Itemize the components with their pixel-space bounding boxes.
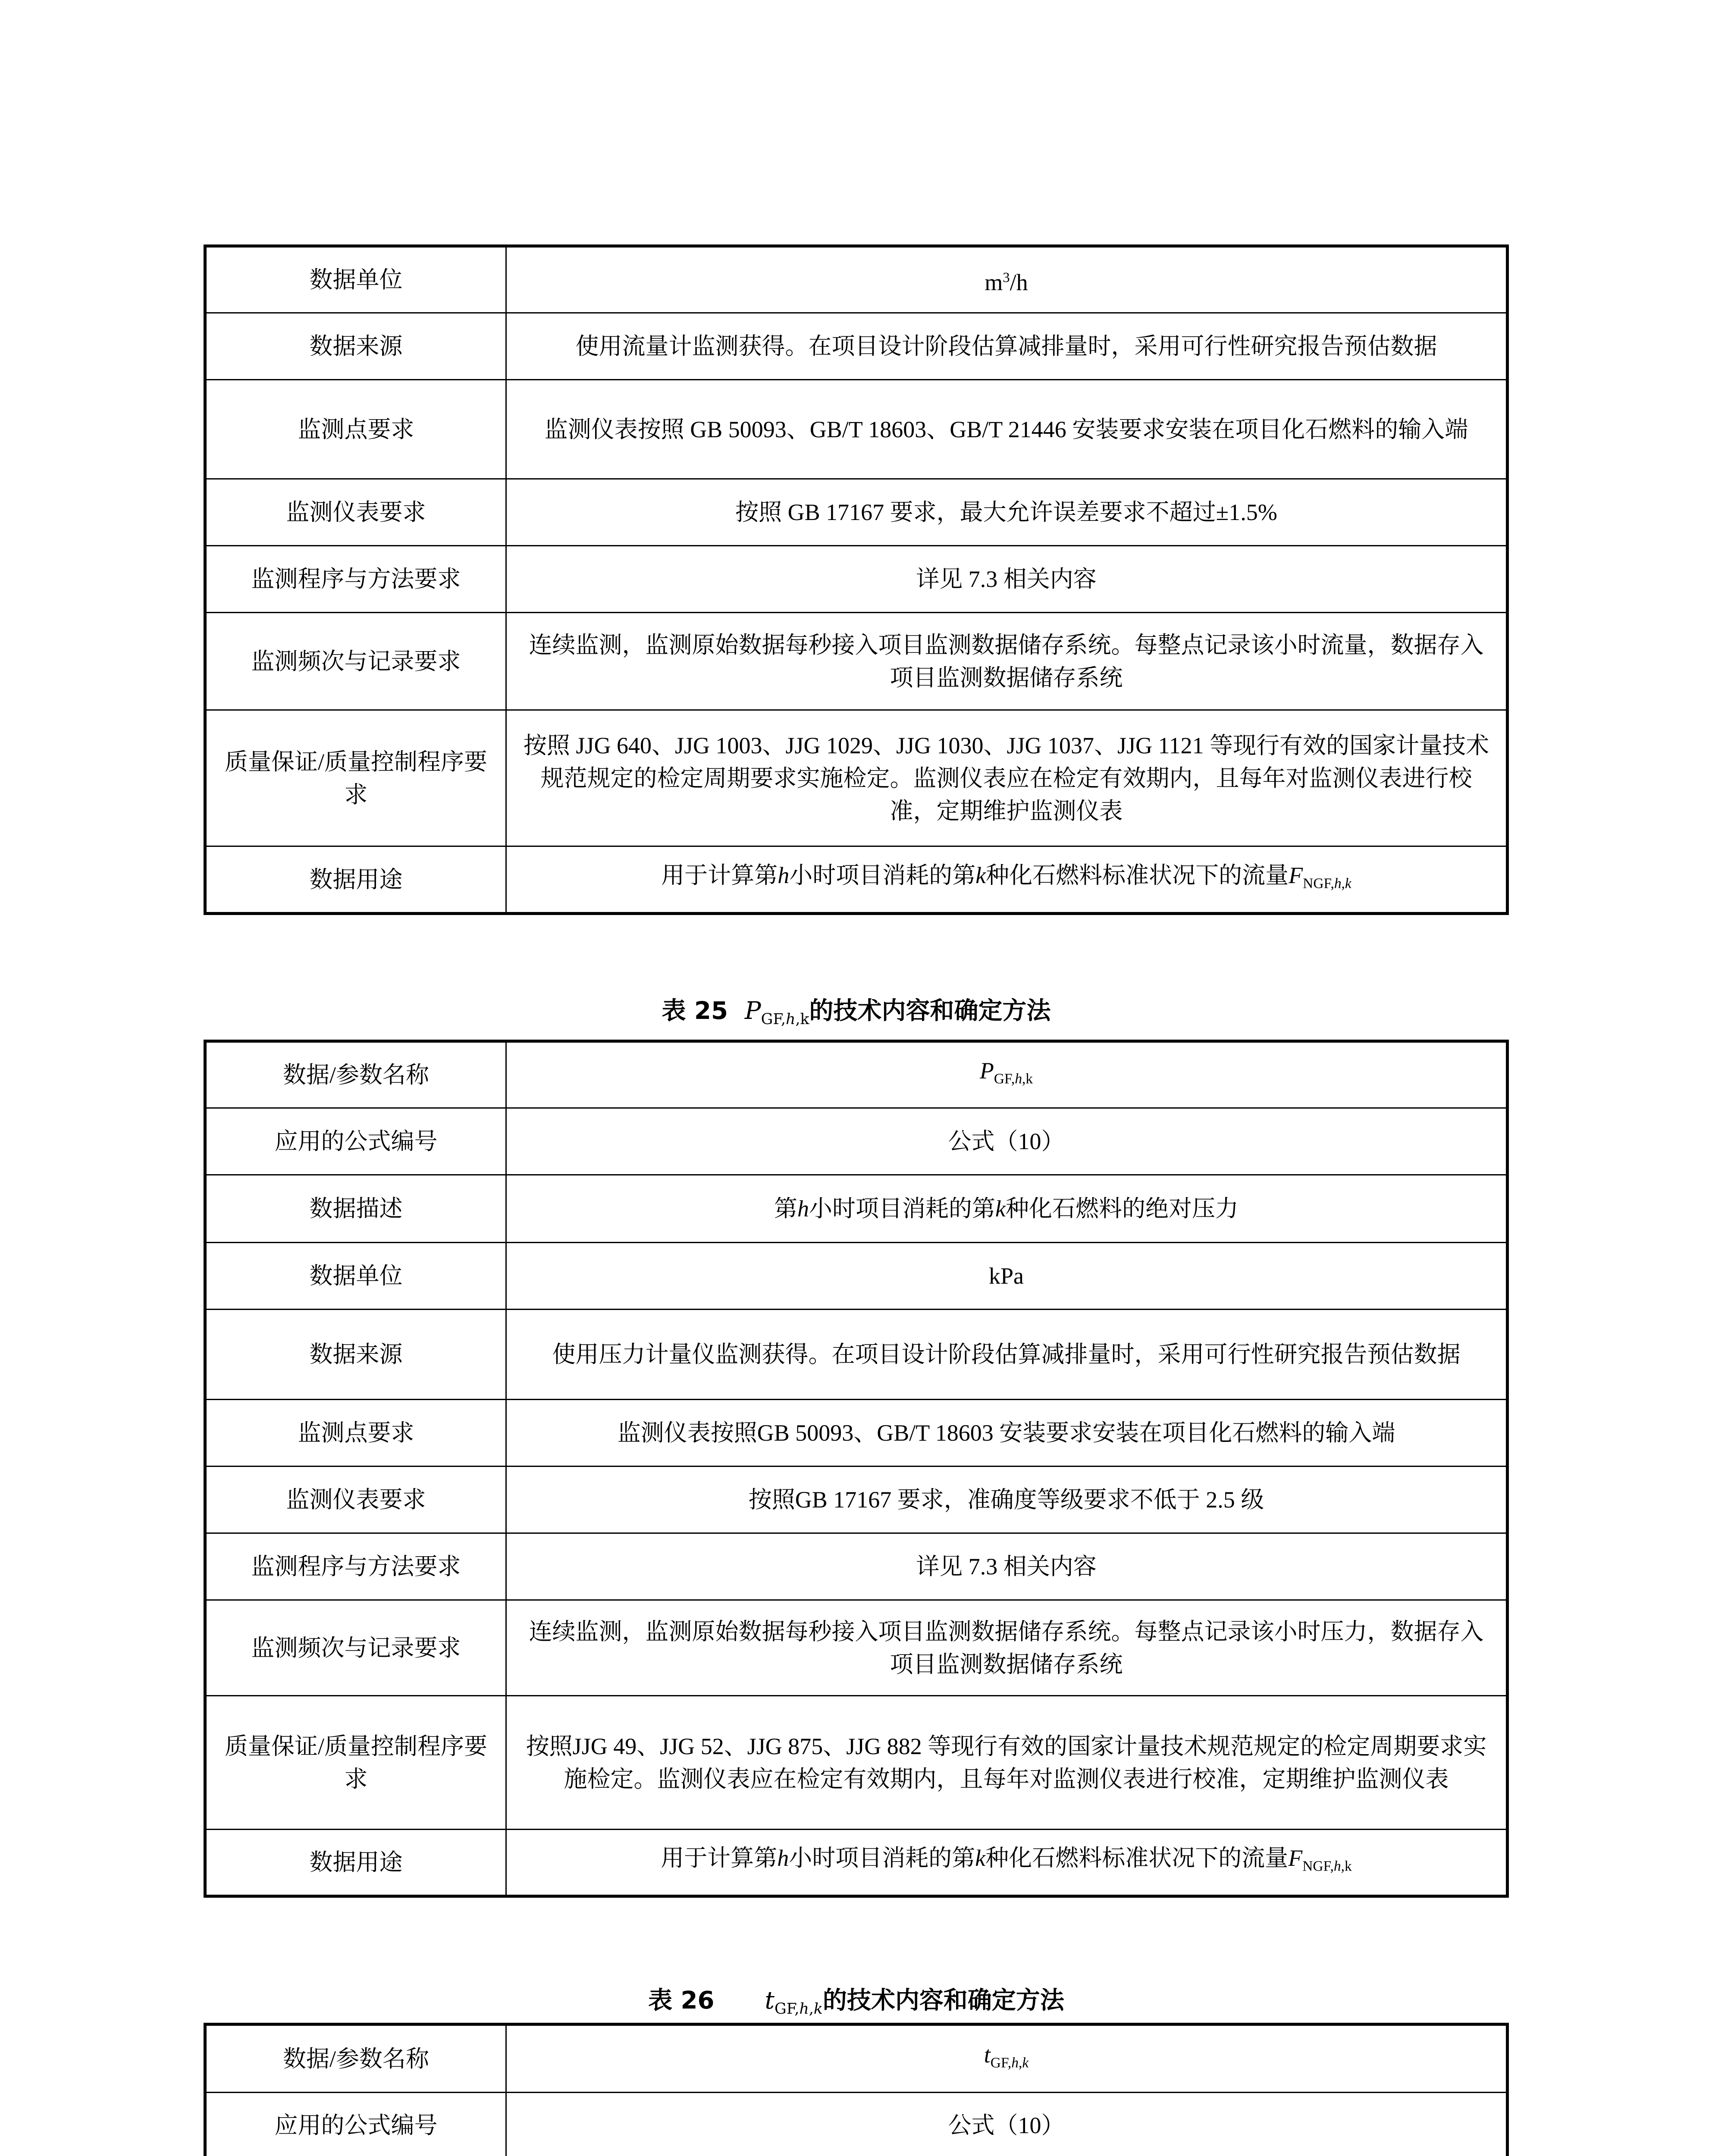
subscript-h: h — [1015, 1071, 1022, 1087]
row-value: 连续监测，监测原始数据每秒接入项目监测数据储存系统。每整点记录该小时流量，数据存入项目监测数据储存系统 — [506, 613, 1508, 710]
row-label: 监测频次与记录要求 — [205, 613, 506, 710]
unit-base: m — [985, 269, 1003, 295]
table-row — [205, 1041, 1508, 1108]
subscript: GF, — [994, 1071, 1015, 1087]
table-row — [205, 479, 1508, 546]
text: 用于计算第 — [661, 1845, 778, 1871]
table-row — [205, 1600, 1508, 1696]
var-h: h — [777, 1845, 789, 1871]
table-row — [205, 546, 1508, 613]
symbol-F: F — [1289, 862, 1303, 888]
subscript-rest: ,k — [1341, 1858, 1352, 1874]
table-row — [205, 2024, 1508, 2093]
row-label: 数据用途 — [205, 846, 506, 914]
row-label: 数据描述 — [205, 1175, 506, 1243]
table-row — [205, 846, 1508, 914]
text: 种化石燃料的绝对压力 — [1005, 1196, 1239, 1222]
row-value: 公式（10） — [506, 1108, 1508, 1175]
table-row — [205, 2093, 1508, 2156]
row-label: 监测点要求 — [205, 1400, 506, 1467]
subscript: GF, — [990, 2055, 1012, 2071]
text: 小时项目消耗的第 — [789, 1845, 975, 1871]
row-value — [506, 846, 1508, 914]
caption-prefix: 表 26 — [648, 1987, 715, 2015]
table-row — [205, 1830, 1508, 1896]
table-row — [205, 710, 1508, 846]
text: 种化石燃料标准状况下的流量 — [986, 862, 1289, 888]
table-row — [205, 613, 1508, 710]
caption-subscript-h: h — [799, 2000, 809, 2018]
var-k: k — [995, 1196, 1006, 1222]
row-value: 按照 GB 17167 要求，最大允许误差要求不超过±1.5% — [506, 479, 1508, 546]
row-value: 连续监测，监测原始数据每秒接入项目监测数据储存系统。每整点记录该小时压力，数据存入项目监测数据储存系统 — [506, 1600, 1508, 1696]
table-26-caption — [204, 1984, 1509, 2026]
row-label: 数据/参数名称 — [205, 2024, 506, 2093]
table-row — [205, 1533, 1508, 1600]
var-k: k — [975, 862, 986, 888]
table-26 — [204, 2023, 1509, 2156]
table-25 — [204, 1040, 1509, 1898]
table-row — [205, 313, 1508, 380]
caption-symbol: P — [744, 997, 761, 1025]
row-value: 公式（10） — [506, 2093, 1508, 2156]
subscript-h: h — [1011, 2055, 1019, 2071]
row-value — [506, 2024, 1508, 2093]
caption-subscript-rest: ,k — [795, 1011, 809, 1028]
caption-subscript-sep: , — [809, 2000, 814, 2018]
subscript-k: k — [1022, 2055, 1029, 2071]
row-label: 数据/参数名称 — [205, 1041, 506, 1108]
table-row — [205, 380, 1508, 479]
subscript-h: h — [1333, 1858, 1341, 1874]
text: 小时项目消耗的第 — [809, 1196, 996, 1222]
row-label: 监测点要求 — [205, 380, 506, 479]
row-value: 监测仪表按照GB 50093、GB/T 18603 安装要求安装在项目化石燃料的输入端 — [506, 1400, 1508, 1467]
row-value: kPa — [506, 1243, 1508, 1310]
table-row — [205, 1175, 1508, 1243]
symbol-F: F — [1288, 1845, 1303, 1871]
table-row — [205, 1108, 1508, 1175]
row-label: 应用的公式编号 — [205, 1108, 506, 1175]
caption-subscript-k: k — [813, 2000, 823, 2018]
row-value: 监测仪表按照 GB 50093、GB/T 18603、GB/T 21446 安装要求安装在项目化石燃料的输入端 — [506, 380, 1508, 479]
subscript-sep: , — [1341, 875, 1345, 892]
row-value: 使用压力计量仪监测获得。在项目设计阶段估算减排量时，采用可行性研究报告预估数据 — [506, 1310, 1508, 1400]
row-label: 数据用途 — [205, 1830, 506, 1896]
row-label: 监测仪表要求 — [205, 1467, 506, 1533]
row-label: 数据来源 — [205, 313, 506, 380]
unit-sup: 3 — [1003, 270, 1010, 285]
subscript-sep: , — [1019, 2055, 1022, 2071]
row-value: 按照GB 17167 要求，准确度等级要求不低于 2.5 级 — [506, 1467, 1508, 1533]
var-h: h — [797, 1196, 809, 1222]
row-label: 数据单位 — [205, 1243, 506, 1310]
row-value — [506, 246, 1508, 313]
subscript-rest: ,k — [1022, 1071, 1033, 1087]
table-row — [205, 246, 1508, 313]
row-label: 监测程序与方法要求 — [205, 1533, 506, 1600]
unit-rest: /h — [1010, 269, 1028, 295]
table-row — [205, 1310, 1508, 1400]
subscript-k: k — [1345, 875, 1351, 892]
caption-subscript: GF, — [761, 1011, 786, 1028]
row-label: 监测仪表要求 — [205, 479, 506, 546]
row-label: 质量保证/质量控制程序要求 — [205, 1696, 506, 1830]
subscript: NGF, — [1303, 875, 1334, 892]
row-value — [506, 1041, 1508, 1108]
table-25-caption — [204, 994, 1509, 1037]
var-k: k — [975, 1845, 986, 1871]
var-h: h — [778, 862, 790, 888]
caption-symbol: t — [765, 1987, 774, 2015]
subscript-h: h — [1334, 875, 1342, 892]
caption-subscript-h: h — [786, 1011, 796, 1028]
table-flow-continued — [204, 244, 1509, 915]
row-label: 监测程序与方法要求 — [205, 546, 506, 613]
row-value: 详见 7.3 相关内容 — [506, 546, 1508, 613]
caption-prefix: 表 25 — [662, 997, 728, 1025]
row-label: 质量保证/质量控制程序要求 — [205, 710, 506, 846]
text: 用于计算第 — [661, 862, 778, 888]
row-label: 数据单位 — [205, 246, 506, 313]
row-value: 详见 7.3 相关内容 — [506, 1533, 1508, 1600]
caption-suffix: 的技术内容和确定方法 — [822, 1987, 1064, 2015]
caption-subscript: GF, — [774, 2000, 800, 2018]
caption-suffix: 的技术内容和确定方法 — [809, 997, 1051, 1025]
table-row — [205, 1400, 1508, 1467]
table-row — [205, 1243, 1508, 1310]
row-value: 使用流量计监测获得。在项目设计阶段估算减排量时，采用可行性研究报告预估数据 — [506, 313, 1508, 380]
subscript: NGF, — [1302, 1858, 1334, 1874]
symbol-P: P — [979, 1058, 994, 1084]
table-row — [205, 1467, 1508, 1533]
row-value — [506, 1830, 1508, 1896]
row-label: 应用的公式编号 — [205, 2093, 506, 2156]
row-value: 按照JJG 49、JJG 52、JJG 875、JJG 882 等现行有效的国家计量技术规范规定的检定周期要求实施检定。监测仪表应在检定有效期内，且每年对监测仪表进行校准，定期维护监测仪表 — [506, 1696, 1508, 1830]
symbol-t: t — [984, 2041, 991, 2068]
row-label: 监测频次与记录要求 — [205, 1600, 506, 1696]
text: 第 — [774, 1196, 798, 1222]
row-value: 按照 JJG 640、JJG 1003、JJG 1029、JJG 1030、JJG 1037、JJG 1121 等现行有效的国家计量技术规范规定的检定周期要求实施检定。监测仪表应在检定有效期内，且每年对监测仪表进行校准，定期维护监测仪表 — [506, 710, 1508, 846]
row-value — [506, 1175, 1508, 1243]
table-row — [205, 1696, 1508, 1830]
text: 种化石燃料标准状况下的流量 — [985, 1845, 1289, 1871]
row-label: 数据来源 — [205, 1310, 506, 1400]
text: 小时项目消耗的第 — [789, 862, 976, 888]
